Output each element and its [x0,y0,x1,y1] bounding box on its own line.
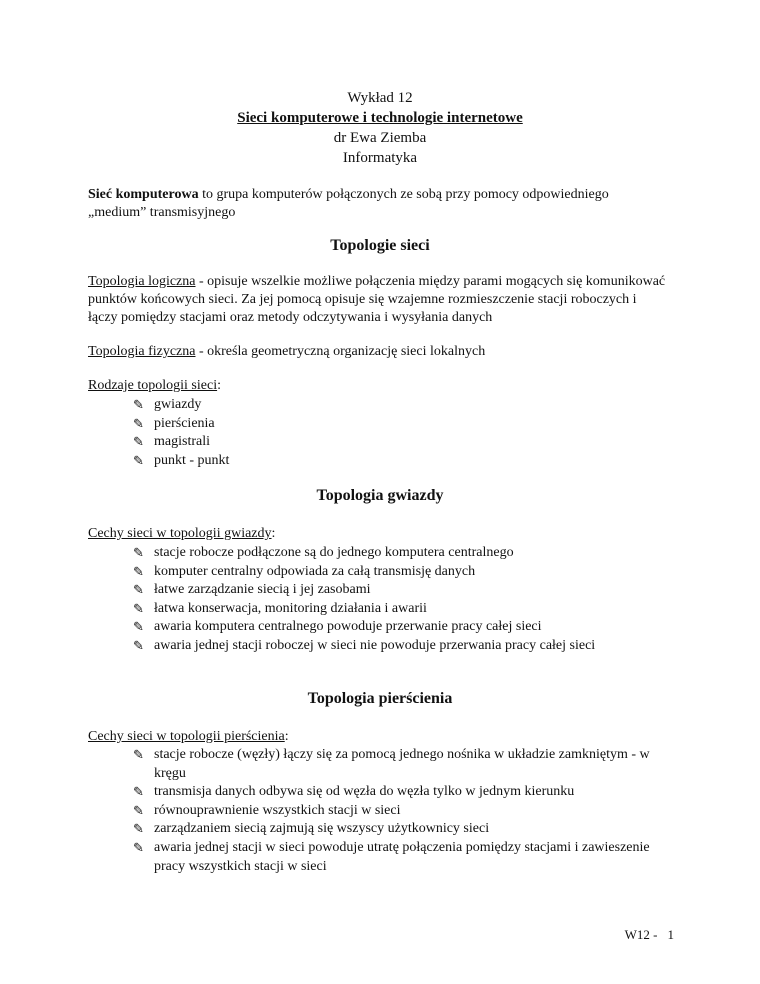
footer-label: W12 - [624,927,658,942]
rodzaje-heading [88,377,668,395]
pierscien-cechy-colon: : [284,729,289,744]
bullet-icon: ✎ [133,821,144,837]
bullet-icon: ✎ [133,582,144,598]
list-item [133,802,653,821]
section-title-topologie: Topologie sieci [330,237,430,254]
list-item-text: punkt - punkt [154,452,230,468]
list-item-text: transmisja danych odbywa się od węzła do węzła tylko w jednym kierunku [154,784,575,800]
list-item [133,396,693,415]
list-item-text: komputer centralny odpowiada za całą transmisję danych [154,563,476,579]
bullet-icon: ✎ [133,545,144,560]
page-number: 1 [667,927,674,942]
gwiazda-cechy-colon: : [271,526,276,541]
document-header [0,88,760,168]
bullet-icon: ✎ [133,563,144,579]
list-item [133,544,693,563]
topologia-logiczna-paragraph [88,273,668,327]
list-item [133,563,693,582]
list-item [133,618,693,637]
list-item-text: gwiazdy [154,397,202,412]
bullet-icon: ✎ [133,637,144,653]
topologia-fizyczna-term: Topologia fizyczna [88,344,196,359]
page-footer [625,926,674,944]
bullet-icon: ✎ [133,452,144,468]
definition-term: Sieć komputerowa [88,187,199,202]
course-name: Informatyka [342,150,418,166]
gwiazda-list [133,544,693,656]
list-item [133,452,693,471]
pierscien-cechy-heading [88,728,668,746]
list-item [133,839,653,876]
list-item-text: łatwe zarządzanie siecią i jej zasobami [154,582,371,598]
pierscien-list [133,746,653,876]
author-name: dr Ewa Ziemba [333,130,427,146]
bullet-icon: ✎ [133,784,144,800]
list-item-text: awaria jednej stacji roboczej w sieci nie powoduje przerwania pracy całej sieci [154,637,596,653]
topologia-logiczna-text: - opisuje wszelkie możliwe połączenia między parami mogących się komunikować punktów końcowych sieci. Za jej pomocą opisuje się wzajemne rozmieszczenie stacji roboczych i łączy pomiędzy stacjami oraz metody odczytywania i wysyłania danych [88,274,666,325]
list-item [133,600,693,619]
list-item [133,637,693,656]
lecture-title: Sieci komputerowe i technologie internetowe [237,110,523,126]
bullet-icon: ✎ [133,839,144,855]
gwiazda-cechy-label: Cechy sieci w topologii gwiazdy [88,526,272,541]
bullet-icon: ✎ [133,747,144,762]
list-item-text: pierścienia [154,415,215,431]
list-item [133,783,653,802]
definition-paragraph [88,186,668,222]
bullet-icon: ✎ [133,434,144,450]
topologia-fizyczna-text: - określa geometryczną organizację sieci lokalnych [195,344,486,359]
list-item [133,433,693,452]
list-item-text: zarządzaniem siecią zajmują się wszyscy użytkownicy sieci [154,821,490,837]
list-item-text: magistrali [154,434,210,450]
bullet-icon: ✎ [133,619,144,635]
section-title-pierscienia: Topologia pierścienia [307,690,453,707]
rodzaje-colon: : [217,378,221,393]
section-title-gwiazdy: Topologia gwiazdy [316,487,444,504]
bullet-icon: ✎ [133,600,144,616]
rodzaje-list [133,396,693,470]
list-item [133,746,653,783]
list-item-text: stacje robocze podłączone są do jednego komputera centralnego [154,545,514,560]
list-item [133,820,653,839]
lecture-number: Wykład 12 [347,90,413,106]
list-item-text: łatwa konserwacja, monitoring działania i awarii [154,600,427,616]
topologia-logiczna-term: Topologia logiczna [88,274,196,289]
definition-text: to grupa komputerów połączonych ze sobą przy pomocy odpowiedniego „medium” transmisyjnego [88,187,609,220]
bullet-icon: ✎ [133,415,144,431]
list-item-text: awaria komputera centralnego powoduje przerwanie pracy całej sieci [154,619,542,635]
list-item [133,581,693,600]
list-item-text: równouprawnienie wszystkich stacji w sieci [154,802,401,818]
list-item-text: awaria jednej stacji w sieci powoduje utratę połączenia pomiędzy stacjami i zawieszenie pracy wszystkich stacji w sieci [154,839,650,874]
bullet-icon: ✎ [133,397,144,412]
topologia-fizyczna-paragraph [88,343,668,361]
pierscien-cechy-label: Cechy sieci w topologii pierścienia [88,729,285,744]
gwiazda-cechy-heading [88,525,668,543]
list-item [133,415,693,434]
list-item-text: stacje robocze (węzły) łączy się za pomocą jednego nośnika w układzie zamkniętym - w kręgu [154,747,650,781]
rodzaje-label: Rodzaje topologii sieci [88,378,218,393]
bullet-icon: ✎ [133,802,144,818]
